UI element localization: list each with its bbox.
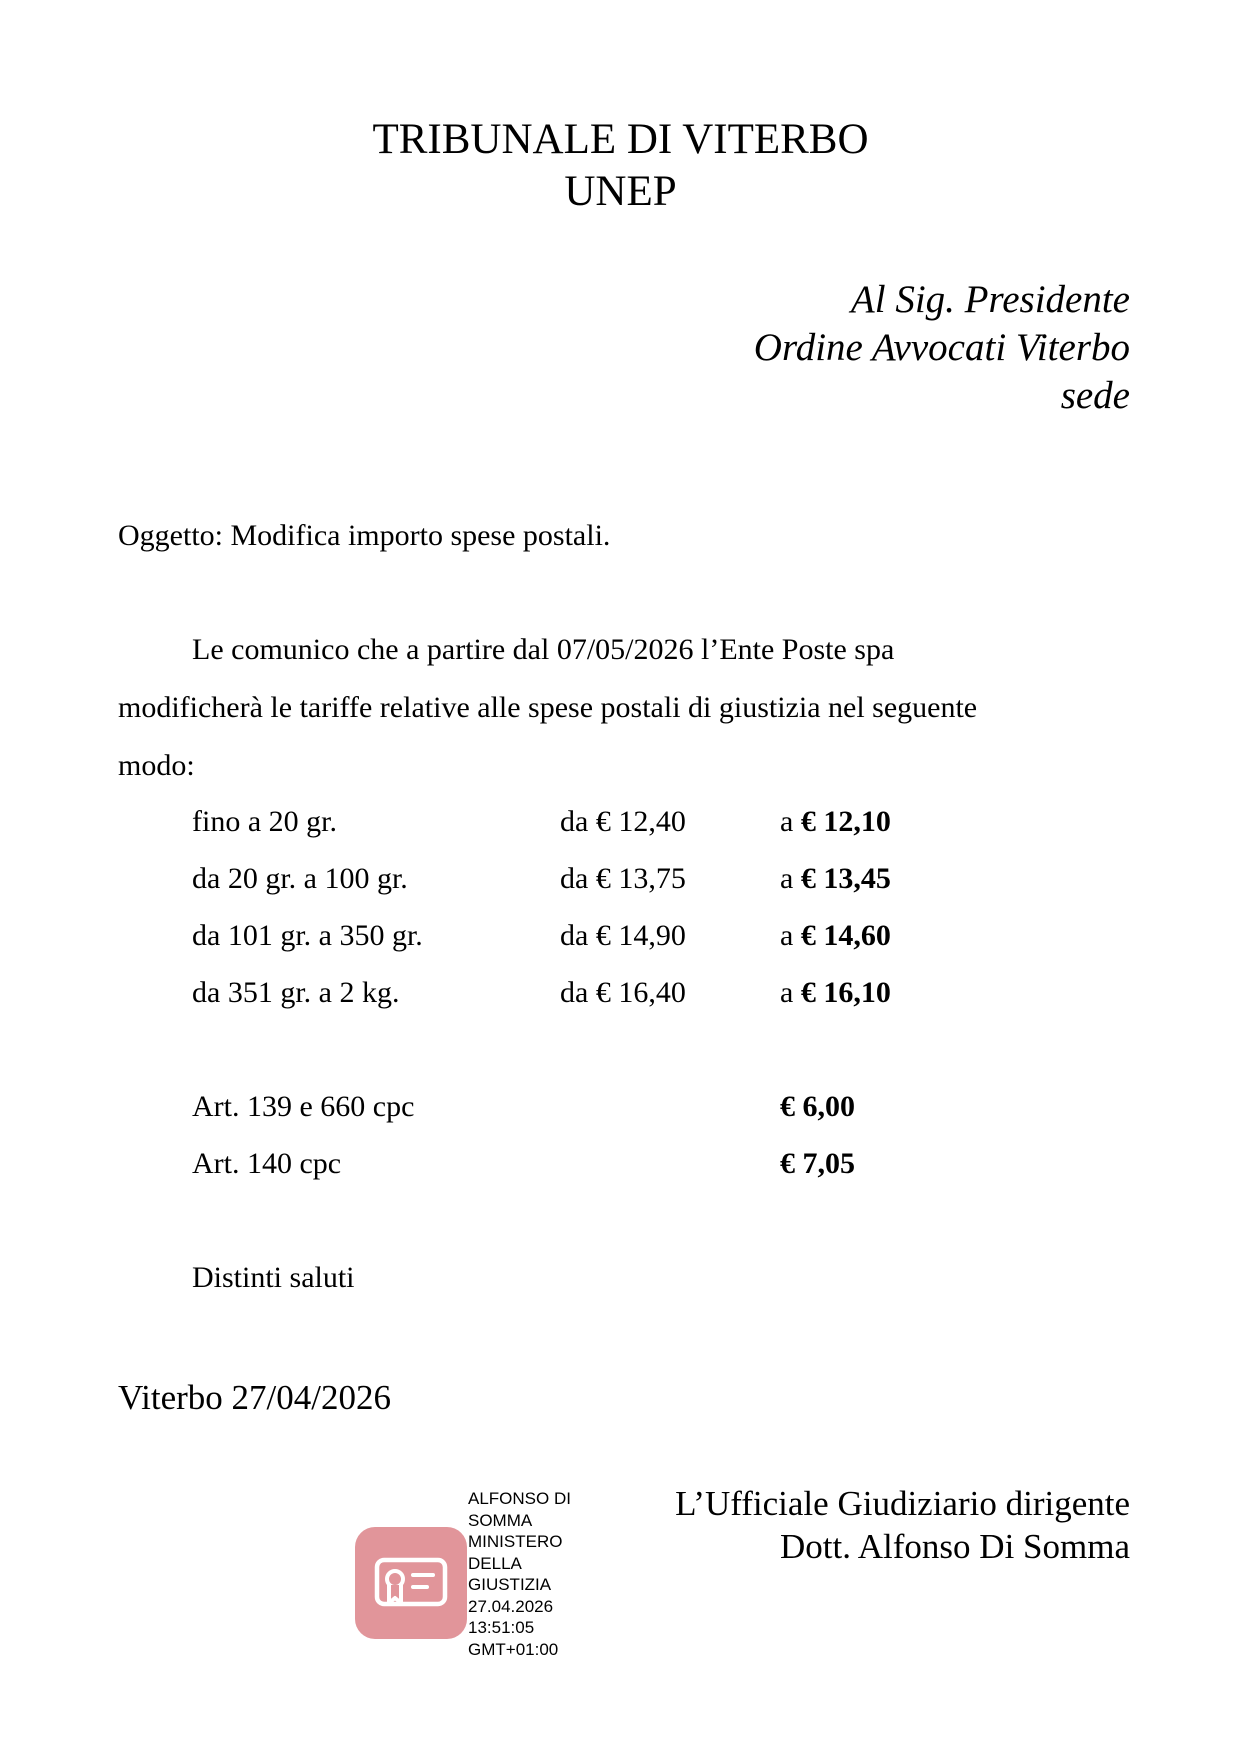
court-name: TRIBUNALE DI VITERBO xyxy=(372,116,869,163)
digital-signature-details xyxy=(468,1488,588,1660)
signature-detail-line: GIUSTIZIA xyxy=(468,1575,552,1594)
signature-detail-line: GMT+01:00 xyxy=(468,1639,559,1659)
rate-new-amount: a € 13,45 xyxy=(780,862,891,895)
rate-range: da 101 gr. a 350 gr. xyxy=(192,919,423,952)
rate-old-amount: da € 12,40 xyxy=(560,805,686,838)
signature-detail-line: 13:51:05 xyxy=(468,1618,535,1637)
office-name: UNEP xyxy=(564,168,677,215)
rate-range: da 20 gr. a 100 gr. xyxy=(192,862,408,895)
certificate-icon xyxy=(355,1527,467,1639)
recipient-line-1: Al Sig. Presidente xyxy=(850,278,1130,321)
rate-new-amount: a € 16,10 xyxy=(780,976,891,1009)
signer-name: Dott. Alfonso Di Somma xyxy=(779,1527,1130,1566)
body-line-2: modificherà le tariffe relative alle spese postali di giustizia nel seguente xyxy=(118,691,978,724)
signature-detail-line: ALFONSO DI xyxy=(468,1489,571,1508)
signature-detail-line: 27.04.2026 xyxy=(468,1596,554,1616)
rate-range: fino a 20 gr. xyxy=(192,805,337,838)
signer-title: L’Ufficiale Giudiziario dirigente xyxy=(675,1484,1130,1523)
rate-new-amount: a € 14,60 xyxy=(780,919,891,952)
digital-signature-badge xyxy=(355,1527,467,1639)
closing-salutation: Distinti saluti xyxy=(192,1261,355,1294)
recipient-line-2: Ordine Avvocati Viterbo xyxy=(753,326,1130,369)
rate-old-amount: da € 13,75 xyxy=(560,862,686,895)
rate-range: da 351 gr. a 2 kg. xyxy=(192,976,400,1009)
body-line-1: Le comunico che a partire dal 07/05/2026 l’Ente Poste spa xyxy=(192,633,895,666)
place-and-date: Viterbo 27/04/2026 xyxy=(118,1378,392,1417)
article-label: Art. 139 e 660 cpc xyxy=(192,1090,415,1123)
body-line-3: modo: xyxy=(118,749,195,782)
signature-detail-line: SOMMA xyxy=(468,1510,533,1530)
rate-new-amount: a € 12,10 xyxy=(780,805,891,838)
rate-old-amount: da € 16,40 xyxy=(560,976,686,1009)
signature-detail-line: MINISTERO xyxy=(468,1532,563,1551)
rate-old-amount: da € 14,90 xyxy=(560,919,686,952)
subject-line: Oggetto: Modifica importo spese postali. xyxy=(118,519,611,552)
article-amount: € 6,00 xyxy=(780,1090,855,1123)
signature-detail-line: DELLA xyxy=(468,1553,522,1573)
recipient-line-3: sede xyxy=(1060,374,1130,417)
article-amount: € 7,05 xyxy=(780,1147,855,1180)
article-label: Art. 140 cpc xyxy=(192,1147,342,1180)
